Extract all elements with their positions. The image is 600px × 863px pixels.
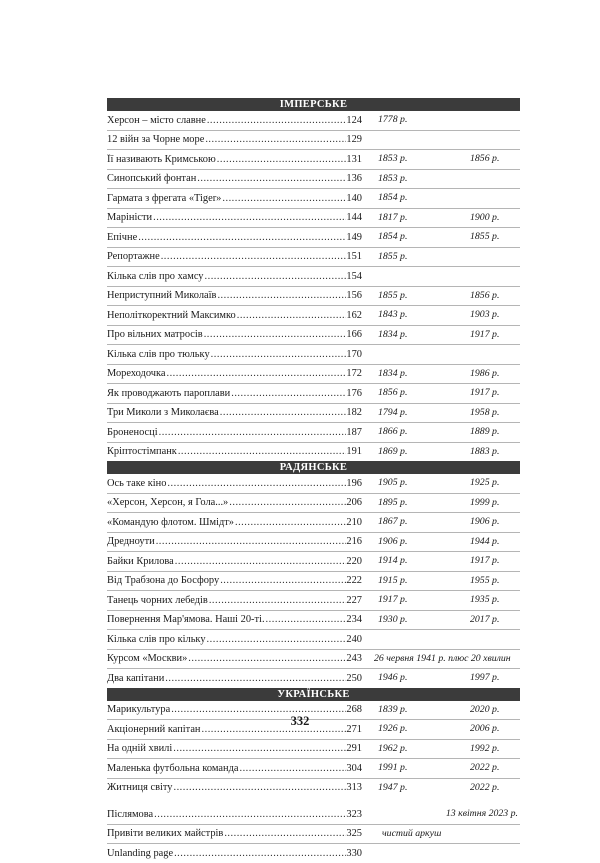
toc-entry-page: 250 [346,672,362,684]
toc-entry-start-year: 1843 р. [378,309,408,320]
toc-entry-start-year: 1917 р. [378,594,408,605]
toc-entry-title-cell [107,556,362,567]
toc-entry-years [362,779,520,798]
toc-entry-years [362,111,520,130]
toc-entry-title: Репортажне [107,251,160,263]
toc-entry-title: Херсон – місто славне [107,114,206,126]
toc-entry-title-cell [107,517,362,528]
toc-entry-end-year: 1944 р. [470,535,500,547]
toc-entry-end-year: 1955 р. [470,574,500,586]
toc-entry-title-cell [107,673,362,684]
toc-entry-page: 154 [346,270,362,282]
toc-entry[interactable] [107,365,520,385]
leader-dots [266,614,347,625]
toc-entry-years [362,248,520,267]
toc-entry[interactable] [107,287,520,307]
toc-entry-start-year: 1834 р. [378,328,408,340]
toc-entry-page: 313 [346,782,362,794]
toc-entry-title-cell [107,782,362,793]
toc-entry-start-year: 1794 р. [378,406,408,418]
toc-entry-page: 222 [346,575,362,587]
toc-entry-title-cell [107,743,362,754]
toc-entry[interactable] [107,345,520,365]
toc-entry-title-cell [107,595,362,606]
toc-entry-end-year: 1958 р. [470,406,500,418]
toc-entry-end-year: 2022 р. [470,781,500,793]
toc-entry[interactable] [107,248,520,268]
leader-dots [209,595,347,606]
toc-entry-title-cell [107,329,362,340]
toc-entry-start-year: 1856 р. [378,387,408,398]
toc-entry[interactable] [107,474,520,494]
toc-entry-title: Про вільних матросів [107,329,203,341]
toc-entry-end-year: 1917 р. [470,555,500,566]
toc-entry-page: 176 [346,387,362,399]
toc-entry-title: Броненосці [107,426,158,438]
toc-entry-years [362,630,520,649]
leader-dots [159,427,347,438]
toc-entry-years [362,844,520,863]
toc-entry[interactable] [107,150,520,170]
toc-entry-title-cell [107,232,362,243]
toc-entry-unlanding[interactable] [107,844,520,863]
toc-entry-title: Кілька слів про кільку [107,633,206,645]
leader-dots [188,653,346,664]
toc-entry-page: 243 [346,653,362,665]
toc-entry-title-cell [107,251,362,262]
toc-entry-title: Кілька слів про тюльку [107,348,210,360]
toc-entry-title: Повернення Мар'ямова. Наші 20-ті. [107,614,265,626]
toc-entry-page: 129 [346,134,362,146]
leader-dots [217,290,346,301]
leader-dots [239,763,346,774]
toc-entry-title: Дредноути [107,536,155,548]
toc-entry-title-cell [107,536,362,547]
toc-entry-start-year: 1854 р. [378,231,408,242]
toc-entry-start-year: 1895 р. [378,496,408,508]
toc-entry-page: 191 [346,446,362,458]
toc-entry-title-cell [107,653,362,664]
toc-entry[interactable] [107,779,520,798]
toc-entry-start-year: 1962 р. [378,742,408,754]
toc-entry[interactable] [107,533,520,553]
toc-entry-title: Як проводжають пароплави [107,387,231,399]
toc-entry-afterword[interactable] [107,805,520,825]
toc-entry[interactable] [107,404,520,424]
toc-entry-years [362,740,520,759]
toc-entry-title-cell [107,349,362,360]
toc-entry[interactable] [107,267,520,287]
toc-entry-start-year: 1866 р. [378,426,408,437]
toc-entry[interactable] [107,228,520,248]
leader-dots [174,848,346,859]
toc-entry-page: 144 [346,212,362,224]
toc-entry-page: 166 [346,329,362,341]
toc-entry-date-note: 13 квітня 2023 р. [445,808,518,819]
toc-entry-title-cell [107,763,362,774]
toc-entry-end-year: 1856 р. [470,289,500,301]
toc-entry-page: 323 [346,808,362,820]
toc-entry-start-year: 1947 р. [378,781,408,793]
toc-entry-page: 162 [346,309,362,321]
leader-dots [178,446,347,457]
toc-entry-title: «Командую флотом. Шмідт» [107,516,234,528]
toc-entry-title: Два капітани [107,672,165,684]
toc-entry-title: Післямова [107,808,154,820]
toc-entry-start-year: 1905 р. [378,477,408,488]
toc-entry-title-cell [107,446,362,457]
toc-entry-page: 220 [346,555,362,567]
toc-entry-start-year: 1834 р. [378,367,408,379]
leader-dots [166,368,346,379]
toc-entry-title: Неполіткоректний Максимко [107,309,236,321]
toc-entry[interactable] [107,759,520,779]
toc-entry-end-year: 2022 р. [470,762,500,773]
toc-entry-page: 151 [346,251,362,263]
toc-entry-title: Байки Крилова [107,555,174,567]
leader-dots [224,828,346,839]
toc-entry-end-year: 1997 р. [470,672,500,683]
toc-entry-title-cell [107,115,362,126]
toc-entry-end-year: 1883 р. [470,445,500,457]
toc-entry-end-year: 2017 р. [470,613,500,625]
spacer [107,797,520,805]
toc-entry-title-cell [107,134,362,145]
toc-entry-title: Привіти великих майстрів [107,828,224,840]
toc-entry-title-cell [107,427,362,438]
toc-entry-start-year: 1930 р. [378,613,408,625]
toc-entry-title-cell [107,173,362,184]
toc-entry-title: «Херсон, Херсон, я Гола...» [107,497,229,509]
leader-dots [173,782,346,793]
toc-entry[interactable] [107,306,520,326]
leader-dots [205,134,346,145]
toc-entry-start-year: 1778 р. [378,114,408,125]
toc-entry-page: 234 [346,614,362,626]
toc-entry-end-year: 1855 р. [470,231,500,242]
leader-dots [222,193,346,204]
toc-entry-page: 149 [346,231,362,243]
toc-entry-title-cell [107,212,362,223]
toc-entry-title-cell [107,575,362,586]
toc-entry-title: Від Трабзона до Босфору [107,575,220,587]
toc-entry-start-year: 1906 р. [378,535,408,547]
toc-entry[interactable] [107,170,520,190]
leader-dots [205,271,347,282]
leader-dots [207,115,347,126]
toc-entry-page: 136 [346,173,362,185]
toc-entry-start-year: 1839 р. [378,703,408,715]
toc-entry-years [362,404,520,423]
toc-entry-years [362,552,520,571]
toc-entry-page: 268 [346,704,362,716]
leader-dots [161,251,347,262]
toc-entry[interactable] [107,131,520,151]
leader-dots [229,497,346,508]
toc-entry[interactable] [107,209,520,229]
toc-entry-page: 196 [346,477,362,489]
toc-entry-title: Гармата з фрегата «Tiger» [107,192,222,204]
toc-entry-title: Unlanding page [107,847,174,859]
toc-entry-end-year: 1935 р. [470,594,500,605]
toc-entry-years [362,533,520,552]
toc-entry-end-year: 1856 р. [470,153,500,164]
toc-entry[interactable] [107,611,520,631]
toc-entry-title: Мореходочка [107,368,166,380]
toc-entry-start-year: 1817 р. [378,211,408,223]
toc-entry-title: Кілька слів про хамсу [107,270,204,282]
toc-entry-page: 187 [346,426,362,438]
toc-entry[interactable] [107,591,520,611]
toc-entry-years [362,384,520,403]
toc-entry-start-year: 1855 р. [378,250,408,262]
toc-entry-start-year: 1853 р. [378,172,408,184]
toc-entry[interactable] [107,384,520,404]
leader-dots [237,310,347,321]
leader-dots [220,407,347,418]
toc-entry-page: 172 [346,368,362,380]
toc-entry-page: 156 [346,290,362,302]
toc-entry-years [362,306,520,325]
leader-dots [173,743,346,754]
toc-entry-title-cell [107,809,362,820]
toc-entry-title: Танець чорних лебедів [107,594,208,606]
toc-entry[interactable] [107,572,520,592]
toc-entry-years [362,423,520,442]
toc-entry-title-cell [107,497,362,508]
toc-entry-title: Житниця світу [107,782,173,794]
page-number: 332 [290,714,310,728]
toc-entry-page: 131 [346,153,362,165]
toc-entry-years [362,170,520,189]
toc-entry-title-cell [107,388,362,399]
toc-entry-end-year: 1986 р. [470,367,500,379]
toc-entry-years [362,267,520,286]
toc-entry-end-year: 1917 р. [470,387,500,398]
toc-entry[interactable] [107,650,520,670]
toc-entry[interactable] [107,189,520,209]
toc-entry-title-cell [107,634,362,645]
toc-entry-note: чистий аркуш [382,827,442,839]
toc-entry-start-year: 1926 р. [378,723,408,734]
toc-entry-tribute[interactable] [107,825,520,845]
toc-entry-end-year: 1999 р. [470,496,500,508]
toc-entry-years [362,131,520,150]
toc-entry-end-year: 1992 р. [470,742,500,754]
leader-dots [197,173,346,184]
toc-entry-title: На одній хвилі [107,743,173,755]
section-header-imperial: ІМПЕРСЬКЕ [107,98,520,111]
toc-entry-end-year: 1903 р. [470,309,500,320]
leader-dots [153,212,346,223]
leader-dots [211,349,347,360]
toc-entry-start-year: 1853 р. [378,153,408,164]
toc-entry-title: Акціонерний капітан [107,723,201,735]
leader-dots [167,478,346,489]
toc-entry-start-year: 1854 р. [378,192,408,203]
toc-entry-title: Неприступний Миколаїв [107,290,217,302]
toc-entry-page: 170 [346,348,362,360]
toc-entry-title: 12 війн за Чорне море [107,134,205,146]
leader-dots [207,634,347,645]
toc-entry-page: 325 [346,828,362,840]
toc-entry-page: 330 [346,847,362,859]
leader-dots [165,673,346,684]
toc-entry-date-note: 26 червня 1941 р. плюс 20 хвилин [374,652,511,664]
leader-dots [175,556,347,567]
toc-entry-years [362,572,520,591]
leader-dots [156,536,347,547]
toc-entry-years [362,287,520,306]
toc-entry-years [362,825,520,844]
toc-entry-page: 291 [346,743,362,755]
toc-entry-years [362,759,520,778]
toc-entry-title-cell [107,478,362,489]
toc-entry-end-year: 1889 р. [470,426,500,437]
toc-entry[interactable] [107,669,520,688]
toc-entry-title-cell [107,154,362,165]
toc-entry-title: Три Миколи з Миколаєва [107,407,219,419]
toc-entry-end-year: 1917 р. [470,328,500,340]
section-header-soviet: РАДЯНСЬКЕ [107,461,520,474]
toc-entry-years [362,611,520,630]
leader-dots [231,388,346,399]
leader-dots [235,517,346,528]
toc-entry-end-year: 1906 р. [470,516,500,527]
toc-entry-years [362,669,520,688]
toc-entry-title-cell [107,290,362,301]
toc-entry-start-year: 1991 р. [378,762,408,773]
toc-entry-end-year: 2006 р. [470,723,500,734]
toc-entry-title: Її називають Кримською [107,153,216,165]
toc-entry-page: 271 [346,723,362,735]
leader-dots [217,154,347,165]
toc-entry-page: 227 [346,594,362,606]
section-header-ukrainian: УКРАЇНСЬКЕ [107,688,520,701]
toc-entry-page: 216 [346,536,362,548]
toc-entry-end-year: 2020 р. [470,703,500,715]
toc-entry-years [362,494,520,513]
toc-entry-start-year: 1867 р. [378,516,408,527]
leader-dots [220,575,346,586]
toc-entry-page: 304 [346,762,362,774]
toc-entry-title: Ось таке кіно [107,477,167,489]
toc-entry-title-cell [107,407,362,418]
toc-entry-years [362,209,520,228]
toc-entry-years [362,805,520,824]
toc-entry-title-cell [107,368,362,379]
toc-entry-title: Марикультура [107,704,171,716]
toc-entry[interactable] [107,513,520,533]
toc-entry-years [362,189,520,208]
leader-dots [204,329,347,340]
toc-entry[interactable] [107,111,520,131]
toc-entry-years [362,150,520,169]
toc-entry[interactable] [107,740,520,760]
toc-entry-title-cell [107,828,362,839]
toc-entry[interactable] [107,423,520,443]
toc-entry-years [362,474,520,493]
toc-entry-title: Курсом «Москви» [107,653,188,665]
toc-entry-page: 182 [346,407,362,419]
toc-entry-years [362,591,520,610]
toc-entry-start-year: 1914 р. [378,555,408,566]
section-soviet-rows [107,474,520,688]
toc-entry-start-year: 1915 р. [378,574,408,586]
toc-entry-title: Кріптостімпанк [107,446,177,458]
toc-entry-page: 124 [346,114,362,126]
toc-entry-title: Маріністи [107,212,153,224]
leader-dots [138,232,346,243]
toc-entry-start-year: 1855 р. [378,289,408,301]
toc-entry-years [362,513,520,532]
toc-entry-title-cell [107,271,362,282]
leader-dots [154,809,346,820]
toc-entry-end-year: 1900 р. [470,211,500,223]
toc-entry-title-cell [107,310,362,321]
toc-entry-title: Епічне [107,231,138,243]
toc-entry-years [362,345,520,364]
toc-entry-title-cell [107,848,362,859]
toc-entry-years [362,228,520,247]
toc-entry-title: Маленька футбольна команда [107,762,239,774]
toc-entry-years [362,443,520,462]
toc-entry-years [362,650,520,669]
toc-entry-title-cell [107,614,362,625]
toc-entry-start-year: 1869 р. [378,445,408,457]
toc-entry-start-year: 1946 р. [378,672,408,683]
section-imperial-rows [107,111,520,461]
toc-entry[interactable] [107,443,520,462]
toc-entry[interactable] [107,326,520,346]
toc-entry[interactable] [107,630,520,650]
toc-entry-page: 240 [346,633,362,645]
toc-entry-page: 140 [346,192,362,204]
toc-entry[interactable] [107,552,520,572]
toc-entry-page: 210 [346,516,362,528]
toc-entry-end-year: 1925 р. [470,477,500,488]
table-of-contents [107,98,520,863]
toc-entry-page: 206 [346,497,362,509]
toc-entry-title-cell [107,193,362,204]
toc-entry-years [362,326,520,345]
toc-entry-years [362,365,520,384]
toc-entry-title: Синопський фонтан [107,173,197,185]
toc-entry[interactable] [107,494,520,514]
